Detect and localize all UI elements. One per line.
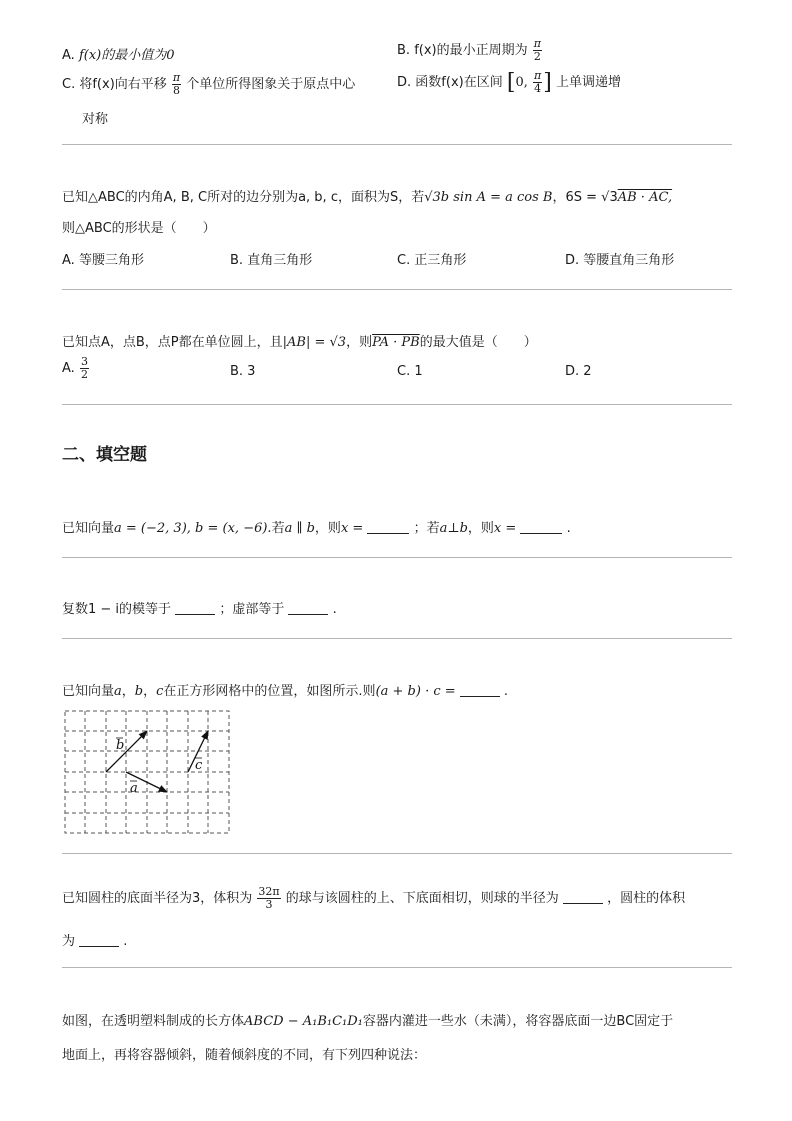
answer-blank[interactable] xyxy=(367,521,409,534)
q6-stem: 已知向量a，b，c在正方形网格中的位置，如图所示.则(a + b) · c = . xyxy=(62,684,509,699)
q2-stem-line2: 则△ABC的形状是（ ） xyxy=(62,221,216,236)
q3-option-b: B. 3 xyxy=(230,364,256,379)
vector-grid-figure xyxy=(64,709,232,835)
vector-c-label: c xyxy=(195,758,203,773)
q2-option-d: D. 等腰直角三角形 xyxy=(565,253,675,268)
divider xyxy=(62,638,732,639)
grid-lines xyxy=(65,711,229,833)
q1-option-c-line2: 对称 xyxy=(82,112,109,127)
q3-option-c: C. 1 xyxy=(397,364,423,379)
section-title: 二、填空题 xyxy=(62,445,147,465)
vector-b-label: b xyxy=(116,738,125,753)
q4-stem: 已知向量a = (−2, 3), b = (x, −6).若a ∥ b，则x = ；若a⊥b，则x = . xyxy=(62,521,571,536)
q3-option-d: D. 2 xyxy=(565,364,592,379)
q2-option-b: B. 直角三角形 xyxy=(230,253,313,268)
q7-fraction: $\frac{32\pi}{3}$ xyxy=(258,885,280,911)
divider xyxy=(62,144,732,145)
q2-option-a: A. 等腰三角形 xyxy=(62,253,144,268)
q1-option-b-fraction: $\frac{\pi}{2}$ xyxy=(533,37,541,63)
answer-blank[interactable] xyxy=(563,891,603,904)
q5-stem: 复数1 − i的模等于 ；虚部等于 . xyxy=(62,602,337,617)
q1-option-c: C. 将f(x)向右平移 $\frac{\pi}{8}$ 个单位所得图象关于原点中心 xyxy=(62,71,356,97)
answer-blank[interactable] xyxy=(79,934,119,947)
q1-option-a-text: f(x)的最小值为0 xyxy=(78,48,175,63)
q3-stem: 已知点A，点B，点P都在单位圆上，且|AB| = √3，则PA · PB的最大值是（ ） xyxy=(62,335,537,350)
answer-blank[interactable] xyxy=(520,521,562,534)
q7-stem-line1: 已知圆柱的底面半径为3，体积为 $\frac{32\pi}{3}$ 的球与该圆柱的上、下底面相切，则球的半径为 ，圆柱的体积 xyxy=(62,885,686,911)
q1-option-d: D. 函数f(x)在区间 [0, $\frac{\pi}{4}$ ] 上单调递增 xyxy=(397,69,621,95)
divider xyxy=(62,853,732,854)
divider xyxy=(62,557,732,558)
q8-stem-line2: 地面上，再将容器倾斜，随着倾斜度的不同，有下列四种说法： xyxy=(62,1048,427,1063)
vector-a-label: a xyxy=(130,781,138,796)
q3-option-a: A. $\frac{3}{2}$ xyxy=(62,355,88,381)
vector-b-arrow xyxy=(106,731,147,772)
divider xyxy=(62,289,732,290)
q2-option-c: C. 正三角形 xyxy=(397,253,467,268)
answer-blank[interactable] xyxy=(460,684,500,697)
q1-option-a: A. f(x)的最小值为0 xyxy=(62,48,175,63)
answer-blank[interactable] xyxy=(288,602,328,615)
q2-stem-line1: 已知△ABC的内角A, B, C所对的边分别为a, b, c，面积为S，若√3b sin A = a cos B，6S = √3AB · AC, xyxy=(62,190,673,205)
q1-option-d-fraction: $\frac{\pi}{4}$ xyxy=(534,69,542,95)
q1-option-b: B. f(x)的最小正周期为 $\frac{\pi}{2}$ xyxy=(397,37,541,63)
divider xyxy=(62,404,732,405)
q7-stem-line2: 为 . xyxy=(62,934,128,949)
q8-stem-line1: 如图，在透明塑料制成的长方体ABCD − A₁B₁C₁D₁容器内灌进一些水（未满），将容器底面一边BC固定于 xyxy=(62,1014,674,1029)
q1-option-c-fraction: $\frac{\pi}{8}$ xyxy=(172,71,181,97)
answer-blank[interactable] xyxy=(175,602,215,615)
divider xyxy=(62,967,732,968)
q3-option-a-fraction: $\frac{3}{2}$ xyxy=(80,355,88,381)
